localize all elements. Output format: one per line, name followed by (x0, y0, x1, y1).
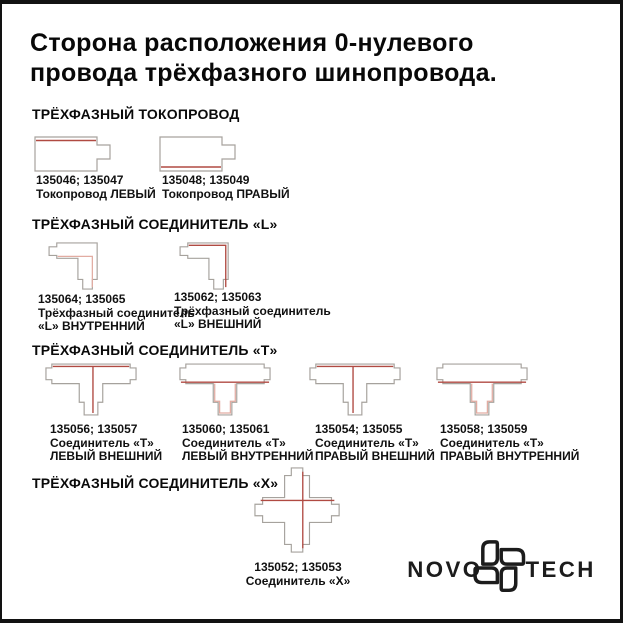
l-connector-internal-drawing (47, 241, 105, 291)
logo-text-right: TECH (525, 556, 596, 582)
product-name: Соединитель «Т» (315, 435, 419, 450)
page-title-line1: Сторона расположения 0-нулевого (30, 29, 474, 57)
product-name: Токопровод ПРАВЫЙ (162, 186, 290, 201)
section-header-t-connector: ТРЁХФАЗНЫЙ СОЕДИНИТЕЛЬ «Т» (32, 342, 278, 358)
t-connector-left-internal-drawing (178, 361, 272, 418)
product-name: Соединитель «Т» (440, 435, 544, 450)
track-feed-right-drawing (159, 136, 237, 172)
product-codes: 135054; 135055 (315, 422, 403, 436)
product-variant: ЛЕВЫЙ ВНУТРЕННИЙ (182, 449, 314, 463)
product-codes: 135064; 135065 (38, 292, 126, 306)
product-name: Трёхфазный соединитель (38, 305, 195, 320)
product-name: Соединитель «Х» (245, 573, 351, 588)
l-external-label (174, 291, 331, 332)
product-name: Соединитель «Т» (182, 435, 286, 450)
t-connector-left-external-drawing (44, 361, 138, 418)
section-header-l-connector: ТРЁХФАЗНЫЙ СОЕДИНИТЕЛЬ «L» (32, 216, 278, 232)
x-connector-drawing (251, 466, 345, 554)
product-name: Соединитель «Т» (50, 435, 154, 450)
section-header-x-connector: ТРЁХФАЗНЫЙ СОЕДИНИТЕЛЬ «Х» (32, 475, 279, 491)
x-connector-label (228, 561, 368, 588)
product-variant: ПРАВЫЙ ВНЕШНИЙ (315, 449, 435, 463)
tokoprovod-left-label (36, 174, 156, 201)
product-variant: ЛЕВЫЙ ВНЕШНИЙ (50, 449, 163, 463)
product-codes: 135052; 135053 (254, 560, 342, 574)
product-name: Токопровод ЛЕВЫЙ (36, 186, 156, 201)
product-codes: 135062; 135063 (174, 290, 262, 304)
tokoprovod-right-label (162, 174, 290, 201)
t-right-external-label (315, 423, 435, 464)
page-title-line2: провода трёхфазного шинопровода. (30, 59, 498, 87)
t-right-internal-label (440, 423, 579, 464)
product-codes: 135060; 135061 (182, 422, 270, 436)
t-connector-right-external-drawing (308, 361, 402, 418)
t-left-internal-label (182, 423, 314, 464)
t-connector-right-internal-drawing (435, 361, 529, 418)
page-title (30, 28, 605, 88)
product-codes: 135048; 135049 (162, 173, 250, 187)
product-codes: 135056; 135057 (50, 422, 138, 436)
novotech-logo (402, 538, 614, 600)
logo-text-left: NOVO (407, 556, 483, 582)
product-codes: 135046; 135047 (36, 173, 124, 187)
product-codes: 135058; 135059 (440, 422, 528, 436)
track-feed-left-drawing (34, 136, 112, 172)
product-variant: «L» ВНУТРЕННИЙ (38, 319, 145, 333)
t-left-external-label (50, 423, 162, 464)
l-internal-label (38, 293, 195, 334)
product-variant: ПРАВЫЙ ВНУТРЕННИЙ (440, 449, 580, 463)
product-name: Трёхфазный соединитель (174, 303, 331, 318)
product-variant: «L» ВНЕШНИЙ (174, 317, 262, 331)
section-header-tokoprovod: ТРЁХФАЗНЫЙ ТОКОПРОВОД (32, 106, 240, 122)
l-connector-external-drawing (178, 241, 236, 291)
